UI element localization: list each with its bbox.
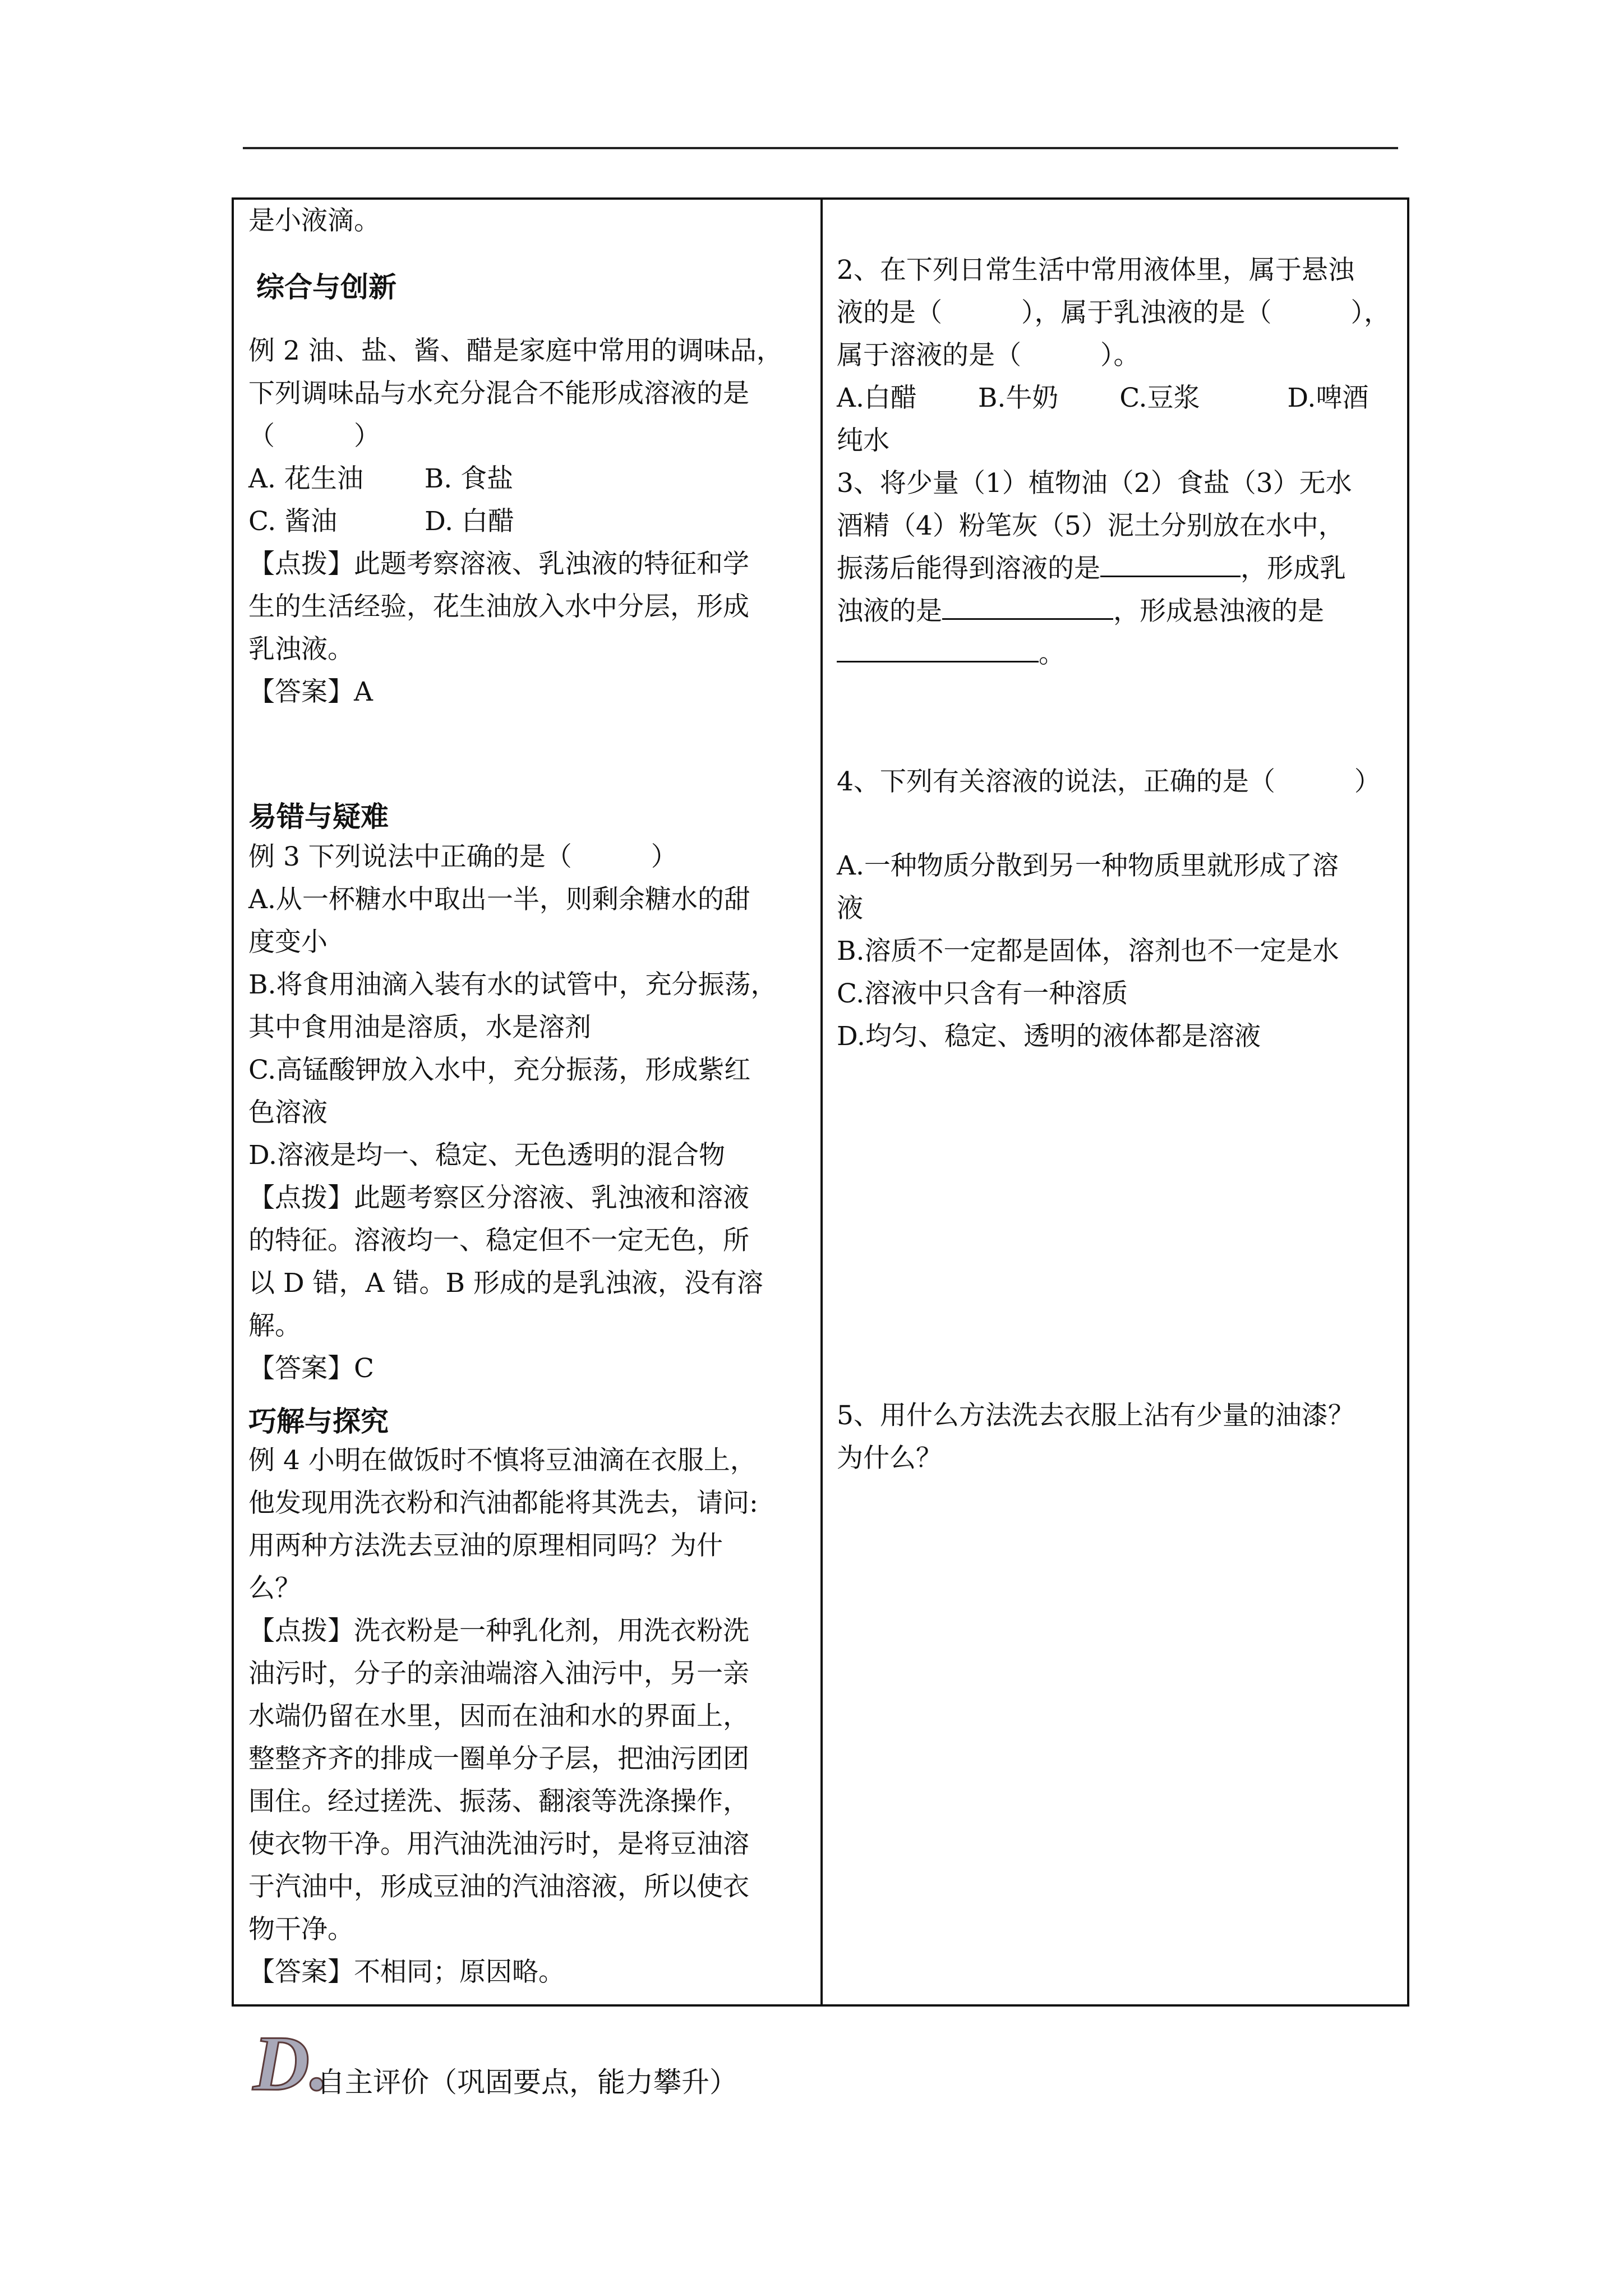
text-line (837, 590, 1398, 633)
section-heading-synthesis: 综合与创新 (256, 271, 396, 303)
hint-line: 乳浊液。 (248, 634, 354, 665)
text-line: 2、在下列日常生活中常用液体里，属于悬浊 (837, 255, 1354, 286)
text-line (837, 547, 1398, 590)
question-4 (837, 761, 1398, 803)
text-line: 3、将少量（1）植物油（2）食盐（3）无水 (837, 468, 1352, 499)
question-2 (837, 249, 1398, 462)
hint-line: 生的生活经验，花生油放入水中分层，形成 (248, 591, 749, 622)
hint-line: 的特征。溶液均一、稳定但不一定无色，所 (248, 1225, 749, 1256)
header-rule (243, 147, 1398, 149)
hint-line: 解。 (248, 1310, 301, 1341)
text-line: 他发现用洗衣粉和汽油都能将其洗去，请问: (248, 1488, 758, 1519)
answer-line: 【答案】A (248, 677, 373, 707)
text-line (837, 633, 1398, 675)
option-line: C.高锰酸钾放入水中，充分振荡，形成紫红 (248, 1055, 751, 1085)
answer-blank[interactable] (837, 634, 1039, 662)
column-divider (820, 200, 823, 2004)
text-line: 下列调味品与水充分混合不能形成溶液的是 (248, 378, 749, 409)
question-3 (837, 462, 1398, 675)
hint-line: 【点拨】此题考察区分溶液、乳浊液和溶液 (248, 1182, 749, 1213)
answer-blank[interactable] (1100, 549, 1241, 577)
exercise-table (232, 197, 1409, 2007)
option-line: 液 (837, 893, 863, 924)
text-line: 例 2 油、盐、酱、醋是家庭中常用的调味品， (248, 335, 783, 366)
option-line: A.一种物质分散到另一种物质里就形成了溶 (837, 850, 1339, 881)
question-5 (837, 1395, 1398, 1480)
hint-line: 【点拨】此题考察溶液、乳浊液的特征和学 (248, 549, 749, 579)
text-span: 振荡后能得到溶液的是 (837, 553, 1100, 584)
option-line: 纯水 (837, 425, 889, 456)
text-line: 为什么？ (837, 1443, 942, 1474)
option-line: C. 酱油 D. 白醋 (248, 506, 514, 537)
text-line: 4、下列有关溶液的说法，正确的是（ ） (837, 766, 1381, 797)
text-line: 是小液滴。 (248, 205, 380, 236)
option-line: 度变小 (248, 927, 328, 958)
text-line: 用两种方法洗去豆油的原理相同吗？为什 (248, 1530, 723, 1561)
text-line: （ ） (248, 421, 380, 452)
text-line: 例 3 下列说法中正确的是（ ） (248, 841, 677, 872)
hint-line: 围住。经过搓洗、振荡、翻滚等洗涤操作， (248, 1786, 749, 1817)
example-4 (248, 1439, 809, 1994)
text-line: 属于溶液的是（ ）。 (837, 340, 1140, 371)
section-heading-exploration: 巧解与探究 (248, 1405, 389, 1438)
answer-line: 【答案】C (248, 1353, 374, 1384)
hint-line: 物干净。 (248, 1914, 354, 1945)
option-line: 其中食用油是溶质，水是溶剂 (248, 1012, 591, 1043)
hint-line: 整整齐齐的排成一圈单分子层，把油污团团 (248, 1743, 749, 1774)
text-span: ，形成悬浊液的是 (1113, 596, 1324, 627)
answer-line: 【答案】不相同；原因略。 (248, 1957, 565, 1987)
option-line: D.均匀、稳定、透明的液体都是溶液 (837, 1021, 1261, 1052)
option-line: B.溶质不一定都是固体，溶剂也不一定是水 (837, 936, 1339, 967)
hint-line: 以 D 错，A 错。B 形成的是乳浊液，没有溶 (248, 1268, 763, 1299)
text-line: 5、用什么方法洗去衣服上沾有少量的油漆？ (837, 1400, 1354, 1431)
text-span: 。 (1039, 638, 1065, 669)
hint-line: 使衣物干净。用汽油洗油污时，是将豆油溶 (248, 1829, 749, 1860)
option-line: A. 花生油 B. 食盐 (248, 463, 514, 494)
example-3 (248, 836, 809, 1390)
text-span: 浊液的是 (837, 596, 942, 627)
example-2 (248, 330, 809, 714)
question-4-options (837, 845, 1398, 1058)
option-line: A.白醋 B.牛奶 C.豆浆 D.啤酒 (837, 383, 1369, 413)
d-logo-letter: D. (253, 2022, 330, 2106)
option-line: D.溶液是均一、稳定、无色透明的混合物 (248, 1140, 725, 1171)
text-line: 酒精（4）粉笔灰（5）泥土分别放在水中， (837, 510, 1345, 541)
hint-line: 水端仍留在水里，因而在油和水的界面上， (248, 1701, 749, 1732)
hint-line: 【点拨】洗衣粉是一种乳化剂，用洗衣粉洗 (248, 1616, 749, 1646)
answer-blank[interactable] (942, 591, 1113, 620)
text-span: ，形成乳 (1241, 553, 1346, 584)
option-line: A.从一杯糖水中取出一半，则剩余糖水的甜 (248, 884, 750, 915)
option-line: 色溶液 (248, 1097, 328, 1128)
footer-text: 自主评价（巩固要点，能力攀升） (317, 2066, 737, 2099)
text-line: 液的是（ ），属于乳浊液的是（ ）， (837, 297, 1390, 328)
hint-line: 油污时，分子的亲油端溶入油污中，另一亲 (248, 1658, 749, 1689)
hint-line: 于汽油中，形成豆油的汽油溶液，所以使衣 (248, 1871, 749, 1902)
section-heading-pitfalls: 易错与疑难 (248, 800, 389, 833)
option-line: B.将食用油滴入装有水的试管中，充分振荡， (248, 969, 777, 1000)
text-line: 么？ (248, 1573, 301, 1604)
text-line: 例 4 小明在做饭时不慎将豆油滴在衣服上， (248, 1445, 757, 1476)
option-line: C.溶液中只含有一种溶质 (837, 978, 1128, 1009)
